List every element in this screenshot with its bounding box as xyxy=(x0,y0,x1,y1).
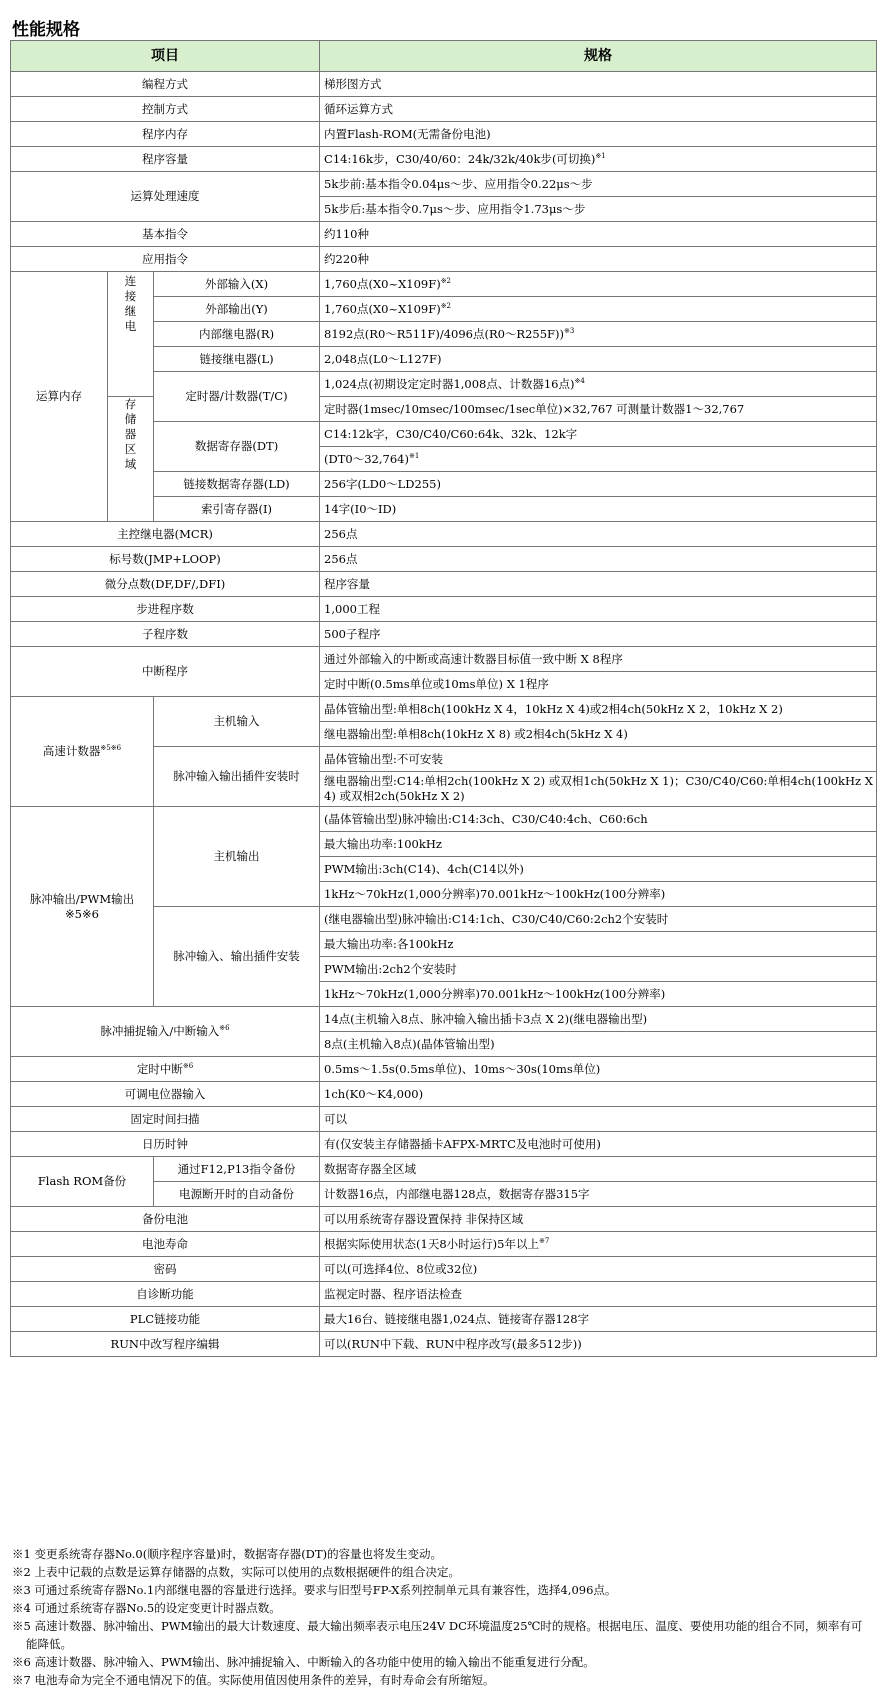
row-value xyxy=(320,272,877,297)
table-row xyxy=(11,72,877,97)
row-value: 256点 xyxy=(320,522,877,547)
table-row xyxy=(11,1232,877,1257)
table-row xyxy=(11,807,877,832)
row-label: 可调电位器输入 xyxy=(11,1082,320,1107)
row-value: 监视定时器、程序语法检查 xyxy=(320,1282,877,1307)
row-value: 可以用系统寄存器设置保持 非保持区域 xyxy=(320,1207,877,1232)
footnote-mark: ※2 xyxy=(440,301,452,310)
row-value: 5k步后:基本指令0.7μs～步、应用指令1.73μs～步 xyxy=(320,197,877,222)
table-row xyxy=(11,222,877,247)
row-label: 程序内存 xyxy=(11,122,320,147)
pulse-label-line2: ※5※6 xyxy=(65,906,99,921)
footnote-mark: ※1 xyxy=(595,151,606,160)
footnote: ※3 可通过系统寄存器No.1内部继电器的容量进行选择。要求与旧型号FP-X系列控制单元具有兼容性，选择4,096点。 xyxy=(12,1583,617,1597)
row-value: 程序容量 xyxy=(320,572,877,597)
row-value xyxy=(320,1232,877,1257)
row-value: 最大输出功率:各100kHz xyxy=(320,932,877,957)
footnote: ※4 可通过系统寄存器No.5的设定变更计时器点数。 xyxy=(12,1601,281,1615)
relay-area-label xyxy=(108,272,154,397)
row-label xyxy=(11,1007,320,1057)
row-value xyxy=(320,322,877,347)
row-value: 8点(主机输入8点)(晶体管输出型) xyxy=(320,1032,877,1057)
table-row xyxy=(11,97,877,122)
row-value: 继电器输出型:单相8ch(10kHz X 8) 或2相4ch(5kHz X 4) xyxy=(320,722,877,747)
row-value: PWM输出:2ch2个安装时 xyxy=(320,957,877,982)
row-label: Flash ROM备份 xyxy=(11,1157,154,1207)
row-label: 标号数(JMP+LOOP) xyxy=(11,547,320,572)
table-row xyxy=(11,522,877,547)
hsc-label xyxy=(11,697,154,807)
row-value-text: (DT0～32,764) xyxy=(324,451,409,466)
row-value: 数据寄存器全区域 xyxy=(320,1157,877,1182)
row-value: 晶体管输出型:不可安装 xyxy=(320,747,877,772)
table-row xyxy=(11,1332,877,1357)
footnote: ※7 电池寿命为完全不通电情况下的值。实际使用值因使用条件的差异，有时寿命会有所缩短。 xyxy=(12,1673,495,1687)
row-label: RUN中改写程序编辑 xyxy=(11,1332,320,1357)
footnotes xyxy=(12,1545,872,1689)
row-value: 循环运算方式 xyxy=(320,97,877,122)
row-label: 主机输入 xyxy=(154,697,320,747)
row-value-text: 1,024点(初期设定定时器1,008点、计数器16点) xyxy=(324,376,575,391)
pulse-label-line1: 脉冲输出/PWM输出 xyxy=(29,891,135,906)
row-label: 主机输出 xyxy=(154,807,320,907)
row-label: 应用指令 xyxy=(11,247,320,272)
row-value: 5k步前:基本指令0.04μs～步、应用指令0.22μs～步 xyxy=(320,172,877,197)
table-row xyxy=(11,1257,877,1282)
row-label: 编程方式 xyxy=(11,72,320,97)
row-value-text: 8192点(R0～R511F)/4096点(R0～R255F)) xyxy=(324,326,564,341)
storage-area-label xyxy=(108,397,154,522)
row-label: 数据寄存器(DT) xyxy=(154,422,320,472)
table-header-row xyxy=(11,41,877,72)
footnote: ※1 变更系统寄存器No.0(顺序程序容量)时，数据寄存器(DT)的容量也将发生变动。 xyxy=(12,1547,443,1561)
row-value: PWM输出:3ch(C14)、4ch(C14以外) xyxy=(320,857,877,882)
vertical-char: 器 xyxy=(124,427,137,441)
row-label: 日历时钟 xyxy=(11,1132,320,1157)
vertical-char: 电 xyxy=(124,319,137,333)
row-value: 1kHz～70kHz(1,000分辨率)70.001kHz～100kHz(100分辨率) xyxy=(320,982,877,1007)
row-value xyxy=(320,447,877,472)
table-row xyxy=(11,1057,877,1082)
table-row xyxy=(11,172,877,197)
table-row xyxy=(11,647,877,672)
footnote: ※6 高速计数器、脉冲输入、PWM输出、脉冲捕捉输入、中断输入的各功能中使用的输入输出不能重复进行分配。 xyxy=(12,1655,595,1669)
table-row xyxy=(11,397,877,422)
row-value: (晶体管输出型)脉冲输出:C14:3ch、C30/C40:4ch、C60:6ch xyxy=(320,807,877,832)
table-row xyxy=(11,1307,877,1332)
pulse-label xyxy=(11,807,154,1007)
row-value: 晶体管输出型:单相8ch(100kHz X 4，10kHz X 4)或2相4ch(50kHz X 2，10kHz X 2) xyxy=(320,697,877,722)
footnote-mark: ※4 xyxy=(574,376,585,385)
row-label: 通过F12,P13指令备份 xyxy=(154,1157,320,1182)
row-value: 内置Flash-ROM(无需备份电池) xyxy=(320,122,877,147)
row-value: 有(仅安装主存储器插卡AFPX-MRTC及电池时可使用) xyxy=(320,1132,877,1157)
row-value xyxy=(320,297,877,322)
table-row xyxy=(11,247,877,272)
page-title: 性能规格 xyxy=(12,20,80,40)
header-item: 项目 xyxy=(11,41,320,72)
row-value-text: 1,760点(X0~X109F) xyxy=(324,301,441,316)
row-value: 256字(LD0～LD255) xyxy=(320,472,877,497)
footnote-mark: ※5※6 xyxy=(100,744,122,752)
row-value-text: 根据实际使用状态(1天8小时运行)5年以上 xyxy=(324,1236,539,1251)
vertical-char: 域 xyxy=(124,457,137,471)
table-row xyxy=(11,572,877,597)
row-value: 256点 xyxy=(320,547,877,572)
footnote-mark: ※2 xyxy=(440,276,452,285)
spec-table xyxy=(10,40,877,1357)
row-value: 2,048点(L0～L127F) xyxy=(320,347,877,372)
hsc-label-text: 高速计数器 xyxy=(42,744,101,758)
footnote-mark: ※3 xyxy=(564,326,575,335)
row-value: 1,000工程 xyxy=(320,597,877,622)
row-label: 微分点数(DF,DF/,DFI) xyxy=(11,572,320,597)
row-label: 备份电池 xyxy=(11,1207,320,1232)
header-spec: 规格 xyxy=(320,41,877,72)
row-label: 电源断开时的自动备份 xyxy=(154,1182,320,1207)
table-row xyxy=(11,547,877,572)
vertical-char: 接 xyxy=(124,289,137,303)
row-label-text: 定时中断 xyxy=(136,1061,183,1076)
table-row xyxy=(11,1082,877,1107)
row-label xyxy=(11,1057,320,1082)
footnote-mark: ※6 xyxy=(219,1024,230,1032)
row-value xyxy=(320,147,877,172)
row-value: 可以(RUN中下载、RUN中程序改写(最多512步)) xyxy=(320,1332,877,1357)
row-value: (继电器输出型)脉冲输出:C14:1ch、C30/C40/C60:2ch2个安装时 xyxy=(320,907,877,932)
row-value: 通过外部输入的中断或高速计数器目标值一致中断 X 8程序 xyxy=(320,647,877,672)
row-value: 14字(I0～ID) xyxy=(320,497,877,522)
row-label: 运算处理速度 xyxy=(11,172,320,222)
table-row xyxy=(11,147,877,172)
row-value: 计数器16点，内部继电器128点，数据寄存器315字 xyxy=(320,1182,877,1207)
footnote: ※2 上表中记载的点数是运算存储器的点数，实际可以使用的点数根据硬件的组合决定。 xyxy=(12,1565,460,1579)
row-label: 主控继电器(MCR) xyxy=(11,522,320,547)
table-row xyxy=(11,1282,877,1307)
row-label: 电池寿命 xyxy=(11,1232,320,1257)
row-value: 最大输出功率:100kHz xyxy=(320,832,877,857)
row-value xyxy=(320,372,877,397)
row-label: 控制方式 xyxy=(11,97,320,122)
row-value: 约110种 xyxy=(320,222,877,247)
table-row xyxy=(11,1157,877,1182)
vertical-char: 存 xyxy=(124,397,137,411)
table-row xyxy=(11,597,877,622)
row-label: 自诊断功能 xyxy=(11,1282,320,1307)
row-label: 步进程序数 xyxy=(11,597,320,622)
vertical-char: 储 xyxy=(124,412,137,426)
row-label: 基本指令 xyxy=(11,222,320,247)
footnote-mark: ※7 xyxy=(538,1236,550,1245)
row-label-text: 脉冲捕捉输入/中断输入 xyxy=(100,1024,220,1038)
row-value: 梯形图方式 xyxy=(320,72,877,97)
row-label: 定时器/计数器(T/C) xyxy=(154,372,320,422)
vertical-char: 连 xyxy=(124,274,137,288)
table-row xyxy=(11,1207,877,1232)
row-value: 500子程序 xyxy=(320,622,877,647)
row-value: 0.5ms～1.5s(0.5ms单位)、10ms～30s(10ms单位) xyxy=(320,1057,877,1082)
table-row xyxy=(11,122,877,147)
row-value-text: 1,760点(X0~X109F) xyxy=(324,276,441,291)
row-value: 定时器(1msec/10msec/100msec/1sec单位)×32,767 可测量计数器1～32,767 xyxy=(320,397,877,422)
row-label: 程序容量 xyxy=(11,147,320,172)
vertical-char: 继 xyxy=(124,304,137,318)
row-value: 1ch(K0～K4,000) xyxy=(320,1082,877,1107)
row-label: 脉冲输入输出插件安装时 xyxy=(154,747,320,807)
table-row xyxy=(11,1132,877,1157)
table-row xyxy=(11,622,877,647)
footnote-mark: ※6 xyxy=(182,1061,194,1070)
table-row xyxy=(11,1107,877,1132)
footnote-mark: ※1 xyxy=(408,451,420,460)
row-value: 14点(主机输入8点、脉冲输入输出插卡3点 X 2)(继电器输出型) xyxy=(320,1007,877,1032)
row-label: 索引寄存器(I) xyxy=(154,497,320,522)
row-value: 可以(可选择4位、8位或32位) xyxy=(320,1257,877,1282)
row-label: 子程序数 xyxy=(11,622,320,647)
row-value: 1kHz～70kHz(1,000分辨率)70.001kHz～100kHz(100分辨率) xyxy=(320,882,877,907)
row-label: 链接继电器(L) xyxy=(154,347,320,372)
row-value: 约220种 xyxy=(320,247,877,272)
row-value: 继电器输出型:C14:单相2ch(100kHz X 2) 或双相1ch(50kHz X 1)；C30/C40/C60:单相4ch(100kHz X 4) 或双相2ch(50kHz X 2) xyxy=(320,772,877,807)
row-label: PLC链接功能 xyxy=(11,1307,320,1332)
row-label: 脉冲输入、输出插件安装 xyxy=(154,907,320,1007)
row-value-text: C14:16k步，C30/40/60：24k/32k/40k步(可切换) xyxy=(324,151,596,166)
row-label: 外部输出(Y) xyxy=(154,297,320,322)
row-value: 最大16台、链接继电器1,024点、链接寄存器128字 xyxy=(320,1307,877,1332)
table-row xyxy=(11,272,877,297)
op-memory-label: 运算内存 xyxy=(11,272,108,522)
vertical-char: 区 xyxy=(124,442,137,456)
row-label: 内部继电器(R) xyxy=(154,322,320,347)
row-value: C14:12k字，C30/C40/C60:64k、32k、12k字 xyxy=(320,422,877,447)
footnote: ※5 高速计数器、脉冲输出、PWM输出的最大计数速度、最大输出频率表示电压24V DC环境温度25℃时的规格。根据电压、温度、要使用功能的组合不同，频率有可能降低。 xyxy=(12,1619,863,1651)
row-value: 可以 xyxy=(320,1107,877,1132)
row-label: 密码 xyxy=(11,1257,320,1282)
row-label: 链接数据寄存器(LD) xyxy=(154,472,320,497)
table-row xyxy=(11,1007,877,1032)
row-label: 外部输入(X) xyxy=(154,272,320,297)
row-label: 固定时间扫描 xyxy=(11,1107,320,1132)
table-row xyxy=(11,697,877,722)
row-label: 中断程序 xyxy=(11,647,320,697)
row-value: 定时中断(0.5ms单位或10ms单位) X 1程序 xyxy=(320,672,877,697)
